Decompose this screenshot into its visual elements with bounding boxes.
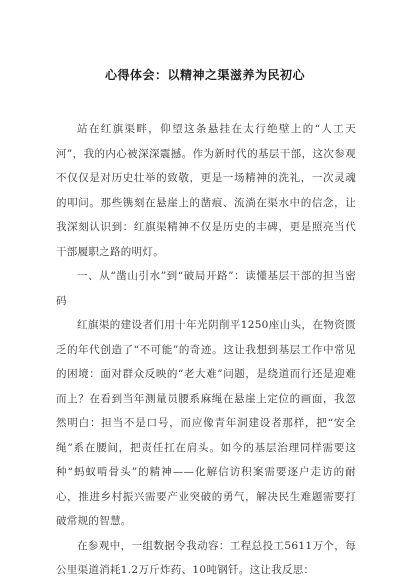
paragraph-section-one: 红旗渠的建设者们用十年光阴削平1250座山头，在物资匮乏的年代创造了“不可能”的奇迹。这让我想到基层工作中常见的困境：面对群众反映的“老大难”问题，是绕道而行还是迎难而上？在看到当年测量员腰系麻绳在悬崖上定位的画面，我忽然明白：担当不是口号，而应像青年洞建设者那样，把“安全绳”系在腰间，把责任扛在肩头。如今的基层治理同样需要这种“蚂蚁啃骨头”的精神——化解信访积案需要逐户走访的耐心，推进乡村振兴需要产业突破的勇气，解决民生难题需要打破常规的智慧。 <box>56 319 356 527</box>
paragraph-intro: 站在红旗渠畔，仰望这条悬挂在太行绝壁上的“人工天河”，我的内心被深深震撼。作为新时代的基层干部，这次参观不仅仅是对历史壮举的致敬，更是一场精神的洗礼，一次灵魂的叩问。那些镌刻在悬崖上的凿痕、流淌在渠水中的信念，让我深刻认识到：红旗渠精神不仅是历史的丰碑，更是照亮当代干部履职之路的明灯。 <box>56 123 356 258</box>
document-body <box>56 117 356 583</box>
paragraph-data-reflection: 在参观中，一组数据令我动容：工程总投工5611万个，每公里渠道消耗1.2万斤炸药、10吨钢钎。这让我反思： <box>56 539 356 576</box>
page-title: 心得体会：以精神之渠滋养为民初心 <box>104 68 305 82</box>
section-heading: 一、从“凿山引水”到“破局开路”：读懂基层干部的担当密码 <box>56 270 356 307</box>
